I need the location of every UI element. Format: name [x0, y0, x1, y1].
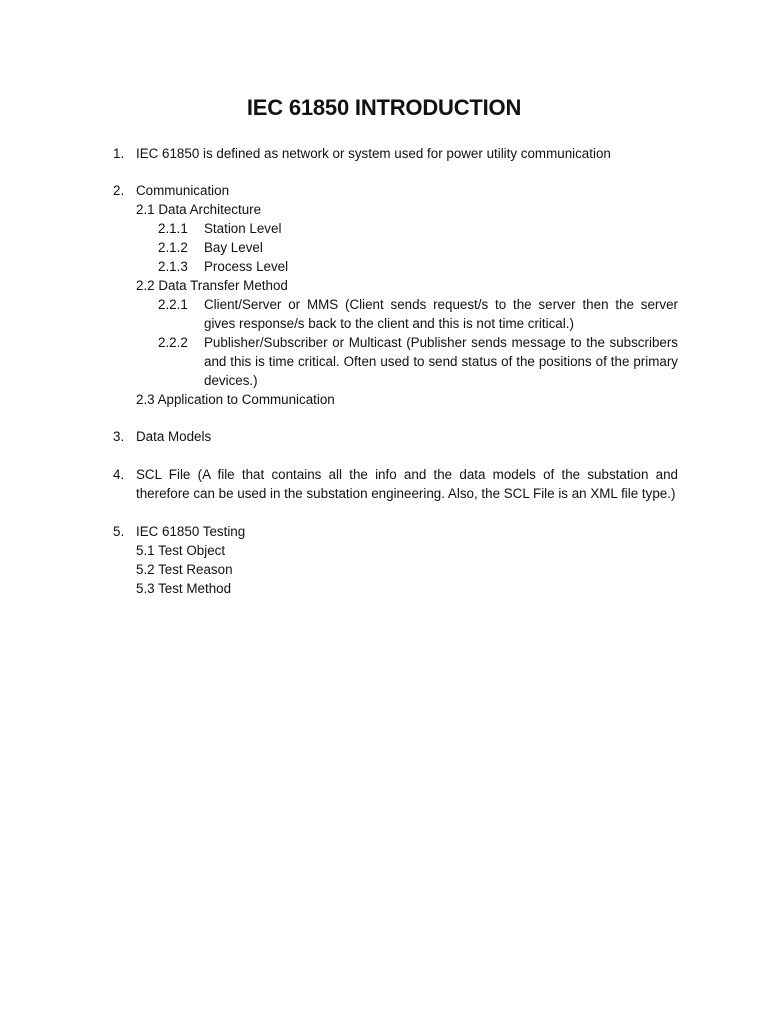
subsection-number: 2.1.1 [158, 221, 188, 236]
subsection-number: 2.1.3 [158, 259, 188, 274]
list-number: 4. [113, 467, 125, 482]
list-number: 5. [113, 524, 125, 539]
subsection-heading: 2.2 Data Transfer Method [136, 278, 288, 293]
subsection-heading: 5.2 Test Reason [136, 562, 233, 577]
list-item-paragraph: SCL File (A file that contains all the info and the data models of the substation and therefore can be used in the substation engineering. Also, the SCL File is an XML file type.) [136, 467, 678, 501]
subsection-heading: 5.3 Test Method [136, 581, 232, 596]
subsection-number: 2.1.2 [158, 240, 188, 255]
list-item-text: IEC 61850 Testing [136, 524, 246, 539]
subsection-heading: 5.1 Test Object [136, 543, 226, 558]
subsection-number: 2.2.2 [158, 335, 188, 350]
subsection-text: Station Level [204, 221, 282, 236]
list-number: 3. [113, 429, 125, 444]
list-number: 1. [113, 146, 125, 161]
subsection-heading: 2.1 Data Architecture [136, 202, 262, 217]
subsection-paragraph: Publisher/Subscriber or Multicast (Publisher sends message to the subscribers and this is time critical. Often used to send status of the positions of the primary devices.) [204, 335, 678, 388]
document-title: IEC 61850 INTRODUCTION [246, 95, 522, 120]
list-item-text: Data Models [136, 429, 212, 444]
subsection-text: Bay Level [204, 240, 263, 255]
subsection-text: Process Level [204, 259, 289, 274]
list-number: 2. [113, 183, 125, 198]
subsection-number: 2.2.1 [158, 297, 188, 312]
subsection-heading: 2.3 Application to Communication [136, 392, 335, 407]
list-item-text: Communication [136, 183, 230, 198]
subsection-paragraph: Client/Server or MMS (Client sends request/s to the server then the server gives response/s back to the client and this is not time critical.) [204, 297, 678, 331]
list-item-text: IEC 61850 is defined as network or system used for power utility communication [136, 146, 611, 161]
